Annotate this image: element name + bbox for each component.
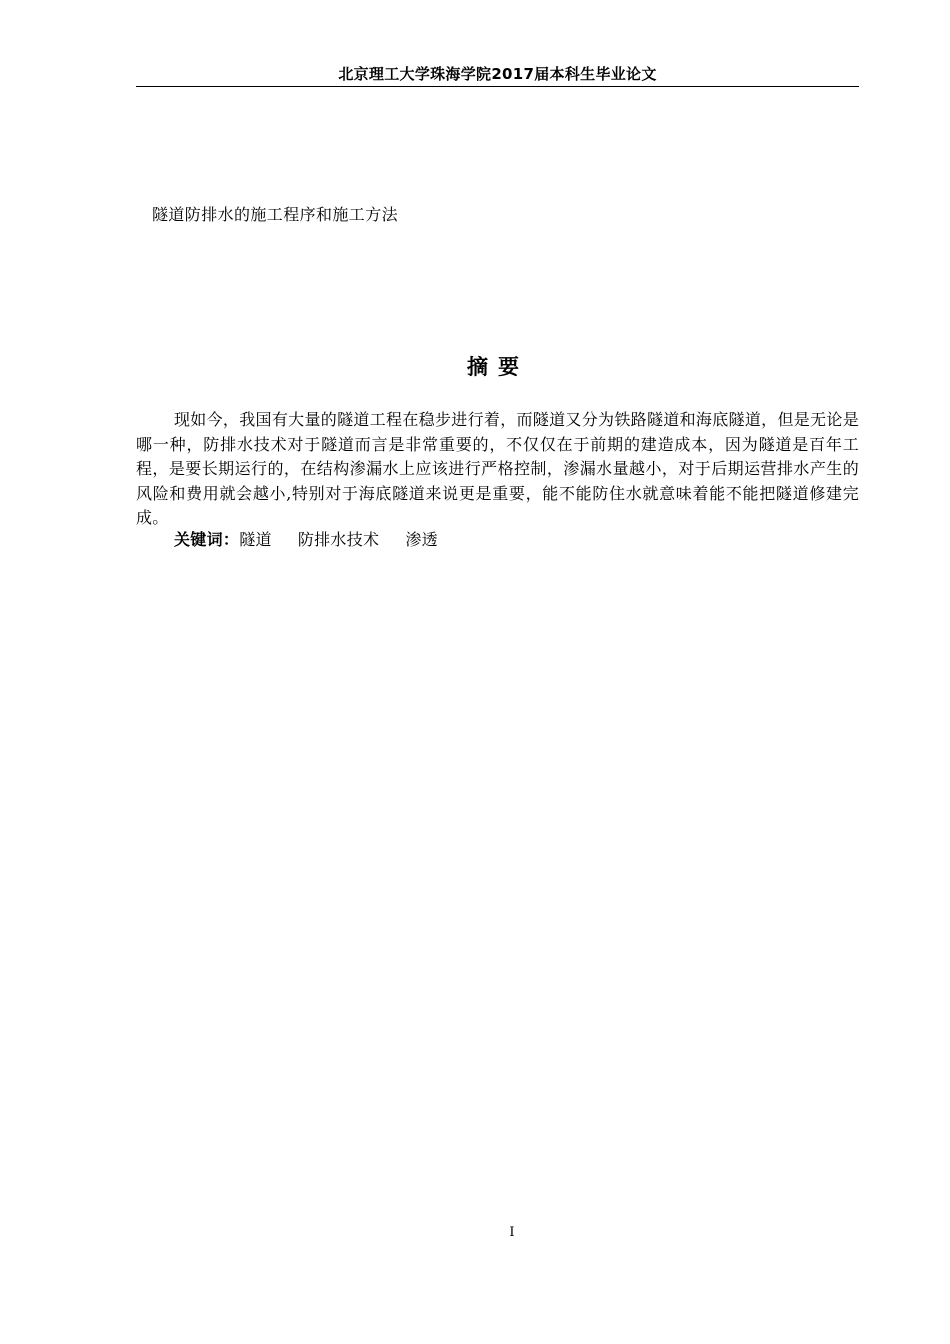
abstract-heading: 摘要 — [467, 355, 529, 379]
keyword-item: 隧道 — [239, 530, 272, 549]
abstract-body: 现如今，我国有大量的隧道工程在稳步进行着，而隧道又分为铁路隧道和海底隧道，但是无论是哪一种，防排水技术对于隧道而言是非常重要的，不仅仅在于前期的建造成本，因为隧道是百年工程，是要长期运行的，在结构渗漏水上应该进行严格控制，渗漏水量越小，对于后期运营排水产生的风险和费用就会越小,特别对于海底隧道来说更是重要，能不能防住水就意味着能不能把隧道修建完成。 — [136, 410, 859, 527]
keywords-label: 关键词： — [174, 530, 240, 549]
page-number: I — [509, 1225, 515, 1240]
keywords-line — [174, 528, 464, 552]
thesis-title: 隧道防排水的施工程序和施工方法 — [152, 205, 399, 224]
keyword-item: 防排水技术 — [297, 530, 380, 549]
running-header: 北京理工大学珠海学院2017届本科生毕业论文 — [136, 64, 859, 87]
keyword-item: 渗透 — [405, 530, 438, 549]
